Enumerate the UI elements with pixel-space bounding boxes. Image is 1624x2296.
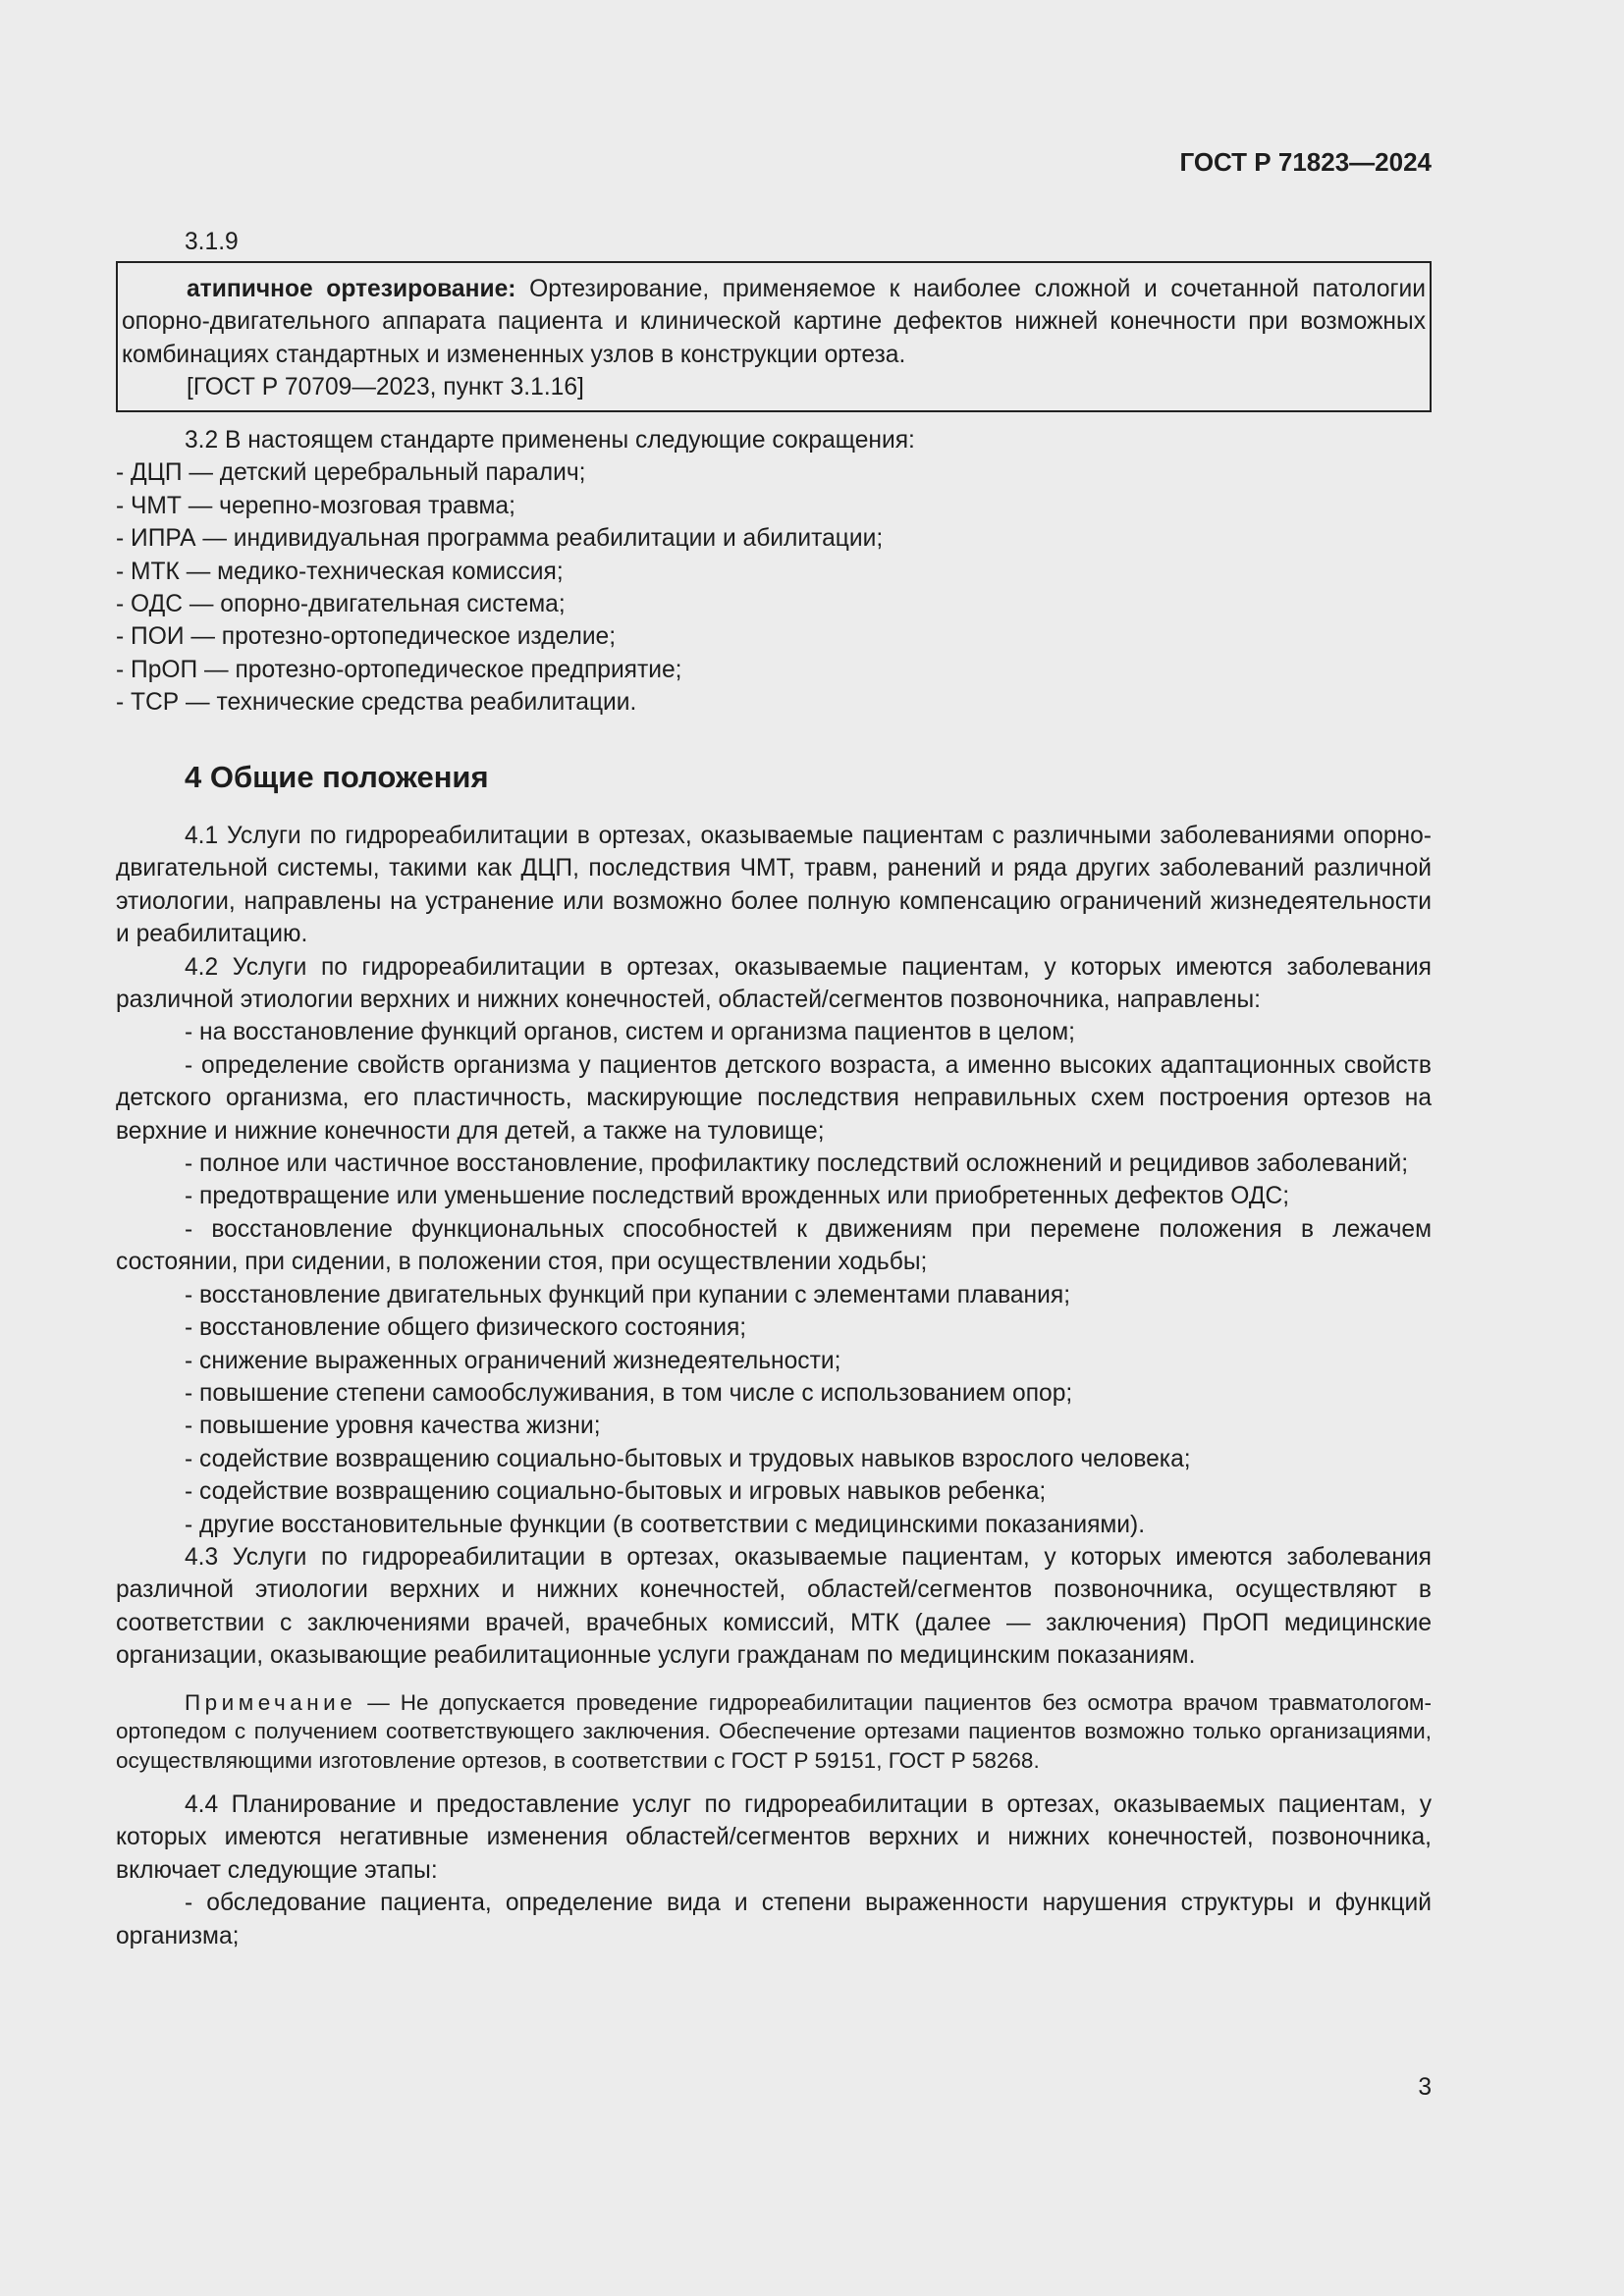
term-number: 3.1.9: [185, 229, 239, 255]
list-item: - предотвращение или уменьшение последствий врожденных или приобретенных дефектов ОДС;: [185, 1183, 1290, 1210]
term-name: атипичное ортезирование:: [187, 276, 516, 302]
list-item: - восстановление общего физического состояния;: [185, 1314, 747, 1342]
section-title: 4 Общие положения: [185, 760, 489, 794]
list-item: - повышение степени самообслуживания, в том числе с использованием опор;: [185, 1379, 1073, 1407]
term-reference: [ГОСТ Р 70709—2023, пункт 3.1.16]: [187, 374, 584, 401]
list-item: - содействие возвращению социально-бытовых и игровых навыков ребенка;: [185, 1478, 1047, 1506]
abbreviation-item: - ТСР — технические средства реабилитации.: [116, 689, 637, 717]
note: [116, 1688, 1432, 1776]
paragraph-4-3: 4.3 Услуги по гидрореабилитации в ортезах, оказываемые пациентам, у которых имеются заболевания различной этиологии верхних и нижних конечностей, областей/сегментов позвоночника, осуществляют в соответствии с заключениями врачей, врачебных комиссий, МТК (далее — заключения) ПрОП медицинские организации, оказывающие реабилитационные услуги гражданам по медицинским показаниям.: [116, 1543, 1432, 1670]
abbreviation-item: - ПрОП — протезно-ортопедическое предприятие;: [116, 656, 682, 683]
document-header: ГОСТ Р 71823—2024: [1179, 147, 1432, 177]
list-item: - на восстановление функций органов, систем и организма пациентов в целом;: [185, 1019, 1075, 1046]
abbreviation-item: - ОДС — опорно-двигательная система;: [116, 591, 566, 618]
section-body: [116, 820, 1432, 1952]
abbreviation-item: - ПОИ — протезно-ортопедическое изделие;: [116, 623, 617, 651]
list-item: - полное или частичное восстановление, профилактику последствий осложнений и рецидивов заболеваний;: [185, 1150, 1409, 1178]
abbreviation-item: - ИПРА — индивидуальная программа реабилитации и абилитации;: [116, 525, 884, 553]
term-definition-box: [116, 261, 1432, 412]
list-item: - содействие возвращению социально-бытовых и трудовых навыков взрослого человека;: [185, 1445, 1191, 1472]
note-label: Примечание: [185, 1689, 357, 1715]
term-definition: [118, 273, 1430, 371]
note-text: — Не допускается проведение гидрореабилитации пациентов без осмотра врачом травматологом-ортопедом с получением соответствующего заключения. Обеспечение ортезами пациентов возможно только организациями, осуществляющими изготовление ортезов, в соответствии с ГОСТ Р 59151, ГОСТ Р 58268.: [116, 1689, 1432, 1773]
abbreviation-item: - ЧМТ — черепно-мозговая травма;: [116, 492, 515, 519]
paragraph-4-4: 4.4 Планирование и предоставление услуг по гидрореабилитации в ортезах, оказываемых пациентам, у которых имеются негативные изменения областей/сегментов верхних и нижних конечностей, позвоночника, включает следующие этапы:: [116, 1791, 1432, 1884]
abbreviation-item: - ДЦП — детский церебральный паралич;: [116, 459, 586, 487]
list-item: - восстановление функциональных способностей к движениям при перемене положения в лежачем состоянии, при сидении, в положении стоя, при осуществлении ходьбы;: [116, 1215, 1432, 1276]
abbreviations-block: [116, 424, 1432, 720]
abbreviations-intro: 3.2 В настоящем стандарте применены следующие сокращения:: [185, 427, 915, 454]
list-item: - определение свойств организма у пациентов детского возраста, а именно высоких адаптационных свойств детского организма, его пластичность, маскирующие последствия неправильных схем построения ортезов на верхние и нижние конечности для детей, а также на туловище;: [116, 1051, 1432, 1145]
paragraph-4-2: 4.2 Услуги по гидрореабилитации в ортезах, оказываемые пациентам, у которых имеются заболевания различной этиологии верхних и нижних конечностей, областей/сегментов позвоночника, направлены:: [116, 953, 1432, 1014]
abbreviation-item: - МТК — медико-техническая комиссия;: [116, 558, 564, 585]
list-item: - повышение уровня качества жизни;: [185, 1413, 601, 1440]
list-item: - обследование пациента, определение вида и степени выраженности нарушения структуры и функций организма;: [116, 1890, 1432, 1949]
term-definition-text: Ортезирование, применяемое к наиболее сложной и сочетанной патологии опорно-двигательного аппарата пациента и клинической картине дефектов нижней конечности при возможных комбинациях стандартных и измененных узлов в конструкции ортеза.: [122, 276, 1426, 368]
list-item: - снижение выраженных ограничений жизнедеятельности;: [185, 1347, 841, 1374]
page-number: 3: [1418, 2074, 1432, 2101]
paragraph-4-1: 4.1 Услуги по гидрореабилитации в ортезах, оказываемые пациентам с различными заболеваниями опорно-двигательной системы, такими как ДЦП, последствия ЧМТ, травм, ранений и ряда других заболеваний различной этиологии, направлены на устранение или возможно более полную компенсацию ограничений жизнедеятельности и реабилитацию.: [116, 823, 1432, 948]
list-item: - другие восстановительные функции (в соответствии с медицинскими показаниями).: [185, 1511, 1146, 1538]
list-item: - восстановление двигательных функций при купании с элементами плавания;: [185, 1281, 1071, 1308]
